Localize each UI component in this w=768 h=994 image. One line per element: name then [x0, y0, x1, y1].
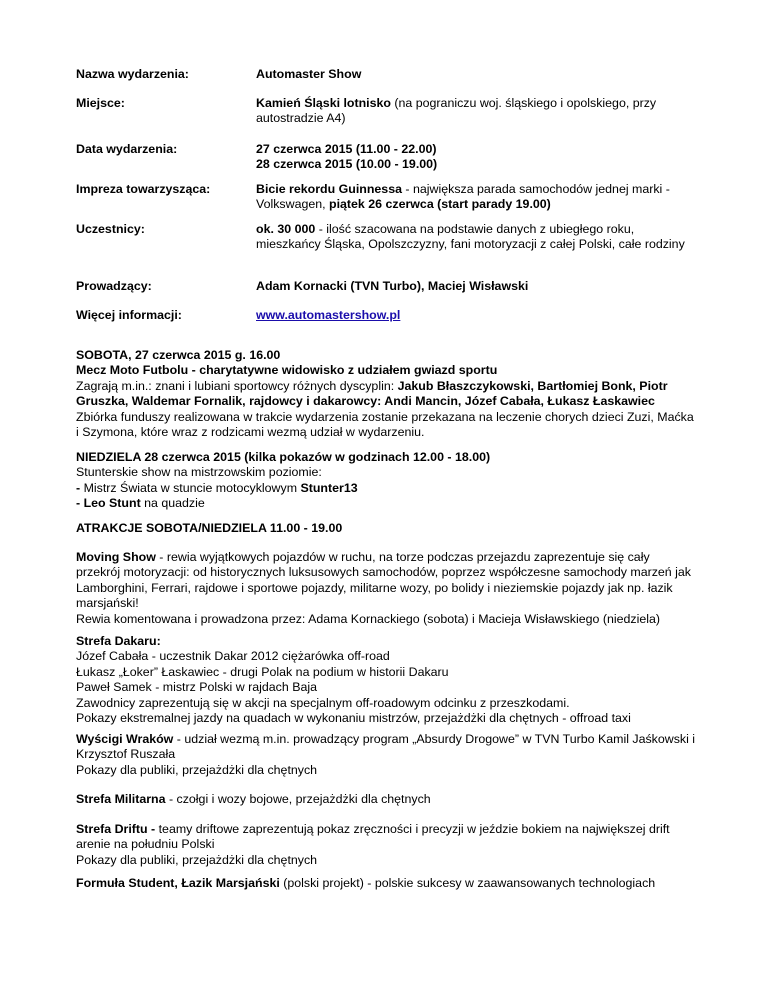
program-paragraph [76, 792, 696, 807]
program-text: Zawodnicy zaprezentują się w akcji na specjalnym off-roadowym odcinku z przeszkodami. [76, 695, 570, 710]
program-paragraph [76, 450, 696, 465]
program-paragraph [76, 465, 696, 480]
program-paragraph [76, 665, 696, 680]
program-text: - rewia wyjątkowych pojazdów w ruchu, na torze podczas przejazdu zaprezentuje się cały przekrój motoryzacji: od historycznych luksusowych samochodów, poprzez współczesne samochody marzeń jak Lamborghini, Ferrari, rajdowe i sportowe pojazdy, militarne wozy, po bolidy i nieziemskie pojazdy jak np. łazik marsjański! [76, 550, 691, 611]
program-paragraph [76, 521, 696, 536]
program-paragraph [76, 853, 696, 868]
program-paragraph [76, 363, 696, 378]
info-value [256, 279, 696, 294]
program-text: Strefa Militarna [76, 792, 166, 806]
program-text: Jakub Błaszczykowski, Bartłomiej Bonk, Piotr Gruszka, Waldemar Fornalik, rajdowcy i dakarowcy: Andi Mancin, Józef Cabała, Łukasz Łaskawiec [76, 378, 668, 409]
program-paragraph [76, 348, 696, 363]
program-text: Pokazy dla publiki, przejażdżki dla chętnych [76, 762, 318, 777]
program-text: - udział wezmą m.in. prowadzący program „Absurdy Drogowe” w TVN Turbo Kamil Jaśkowski i Krzysztof Ruszała [76, 732, 696, 762]
program-text: Stunterskie show na mistrzowskim poziomie: [76, 465, 322, 480]
info-value-text: piątek 26 czerwca (start parady 19.00) [329, 197, 551, 212]
program-section [76, 822, 696, 868]
program-paragraph [76, 763, 696, 778]
info-label: Data wydarzenia: [76, 142, 178, 156]
program-section [76, 792, 696, 807]
program-paragraph [76, 612, 696, 627]
program-paragraph [76, 680, 696, 695]
program-text: Rewia komentowana i prowadzona przez: Adama Kornackiego (sobota) i Macieja Wisławskiego (niedziela) [76, 611, 661, 626]
info-value-text: - największa parada samochodów jednej marki - Volkswagen, [256, 182, 670, 212]
program-text: Zbiórka funduszy realizowana w trakcie wydarzenia zostanie przekazana na leczenie chorych dzieci Zuzi, Maćka i Szymona, które wraz z rodzicami wezmą udział w wydarzeniu. [76, 409, 694, 440]
program-text: SOBOTA, 27 czerwca 2015 g. 16.00 [76, 348, 281, 362]
info-value [256, 182, 696, 213]
info-value-text: Adam Kornacki (TVN Turbo), Maciej Wisławski [256, 279, 529, 293]
info-label: Prowadzący: [76, 279, 152, 293]
info-value-text: Bicie rekordu Guinnessa [256, 182, 402, 196]
program-paragraph [76, 822, 696, 853]
program-text: Mistrz Świata w stuncie motocyklowym [80, 480, 301, 495]
program-paragraph [76, 379, 696, 410]
program-text: Łukasz „Łoker” Łaskawiec - drugi Polak na podium w historii Dakaru [76, 664, 449, 679]
info-value-text: - ilość szacowana na podstawie danych z ubiegłego roku, mieszkańcy Śląska, Opolszczyzny, fani motoryzacji z całej Polski, całe rodziny [256, 222, 685, 252]
program-text: Moving Show [76, 550, 156, 564]
info-value-text: (na pograniczu woj. śląskiego i opolskiego, przy autostradzie A4) [256, 96, 657, 126]
program-text: - czołgi i wozy bojowe, przejażdżki dla chętnych [165, 792, 431, 806]
info-value-text: Kamień Śląski lotnisko [256, 96, 391, 110]
info-label: Impreza towarzysząca: [76, 182, 211, 196]
info-value [256, 96, 696, 127]
info-value [256, 67, 696, 82]
program-text: ATRAKCJE SOBOTA/NIEDZIELA 11.00 - 19.00 [76, 521, 343, 535]
program-text: teamy driftowe zaprezentują pokaz zręczności i precyzji w jeździe bokiem na największej drift arenie na południu Polski [76, 822, 670, 852]
program-section [76, 348, 696, 440]
program-paragraph [76, 481, 696, 496]
program-section [76, 550, 696, 627]
info-value [256, 308, 696, 323]
program-paragraph [76, 732, 696, 763]
info-label: Więcej informacji: [76, 308, 182, 322]
program-text: - Leo Stunt [76, 496, 141, 511]
program-section [76, 521, 696, 536]
info-value-text: Automaster Show [256, 67, 362, 81]
info-label: Nazwa wydarzenia: [76, 67, 189, 81]
program-text: Stunter13 [300, 480, 358, 495]
program-paragraph [76, 876, 696, 891]
program-text: Pokazy dla publiki, przejażdżki dla chętnych [76, 852, 318, 867]
program-text: Zagrają m.in.: znani i lubiani sportowcy różnych dyscyplin: [76, 378, 398, 393]
program-text: Strefa Dakaru: [76, 634, 161, 648]
program-text: - [76, 480, 81, 495]
program-paragraph [76, 696, 696, 711]
program-paragraph [76, 410, 696, 441]
info-value-text: 28 czerwca 2015 (10.00 - 19.00) [256, 157, 438, 172]
info-label: Uczestnicy: [76, 222, 145, 236]
program-text: Paweł Samek - mistrz Polski w rajdach Baja [76, 680, 318, 695]
program-paragraph [76, 649, 696, 664]
program-text: Strefa Driftu - [76, 822, 159, 836]
info-value-text: 27 czerwca 2015 (11.00 - 22.00) [256, 142, 437, 156]
program-paragraph [76, 496, 696, 511]
program-text: (polski projekt) - polskie sukcesy w zaawansowanych technologiach [279, 876, 656, 890]
program-section [76, 634, 696, 726]
info-value-text: ok. 30 000 [256, 222, 316, 236]
program-text: Formuła Student, Łazik Marsjański [76, 876, 280, 890]
program-section [76, 876, 696, 891]
program-section [76, 732, 696, 778]
program-text: Mecz Moto Futbolu - charytatywne widowisko z udziałem gwiazd sportu [76, 363, 498, 378]
program-text: Wyścigi Wraków [76, 732, 174, 746]
info-value [256, 142, 696, 173]
program-text: NIEDZIELA 28 czerwca 2015 (kilka pokazów w godzinach 12.00 - 18.00) [76, 450, 491, 464]
program-paragraph [76, 550, 696, 612]
program-section [76, 450, 696, 512]
info-value [256, 222, 696, 253]
website-link[interactable]: www.automastershow.pl [256, 308, 401, 322]
program-paragraph [76, 634, 696, 649]
program-text: na quadzie [140, 496, 205, 511]
program-text: Pokazy ekstremalnej jazdy na quadach w wykonaniu mistrzów, przejażdżki dla chętnych - offroad taxi [76, 711, 631, 726]
info-label: Miejsce: [76, 96, 125, 110]
program-paragraph [76, 711, 696, 726]
program-text: Józef Cabała - uczestnik Dakar 2012 ciężarówka off-road [76, 649, 390, 664]
